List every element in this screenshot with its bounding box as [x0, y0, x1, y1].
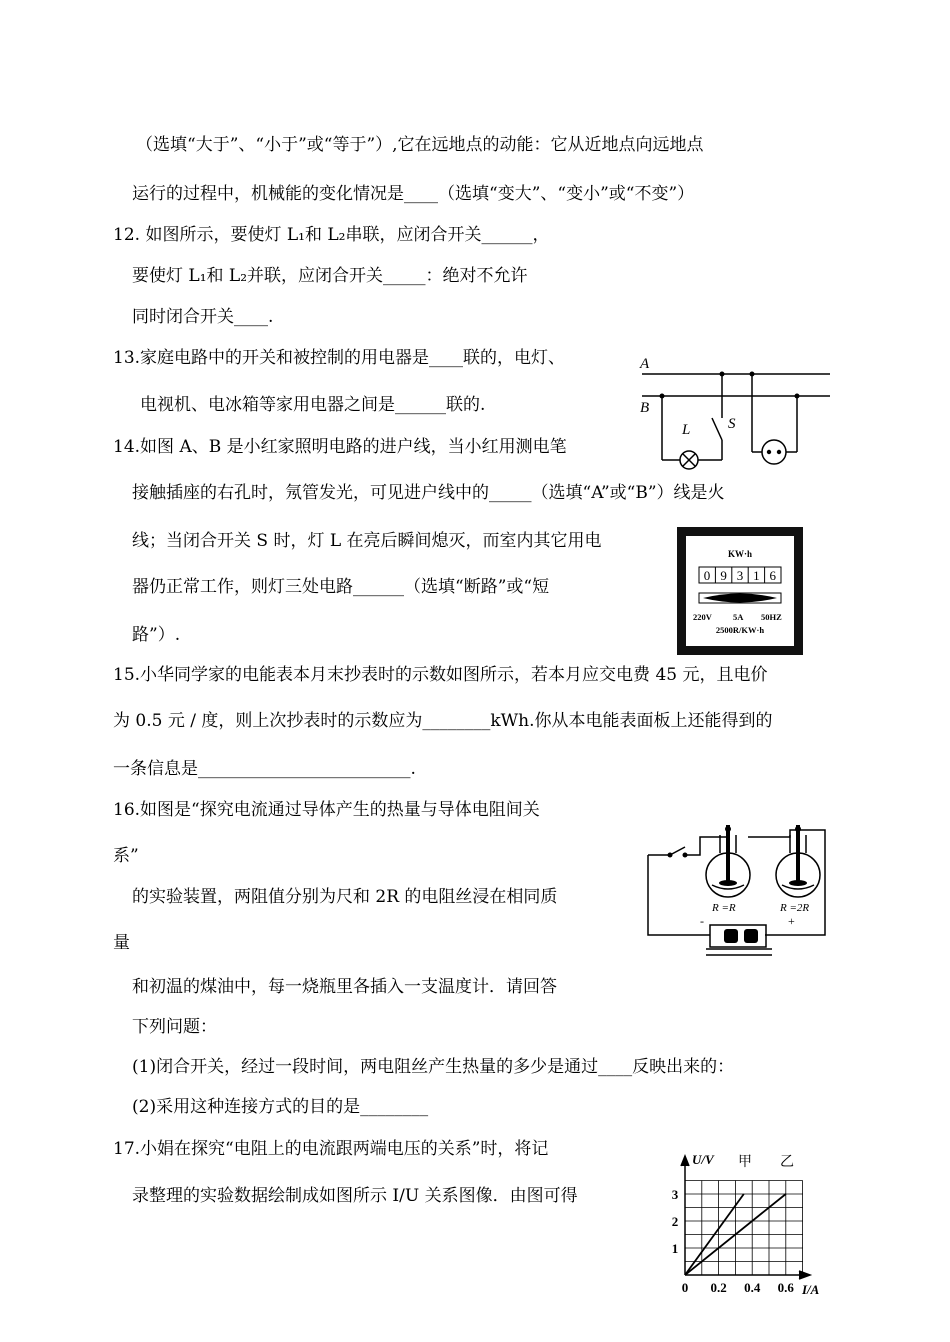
- question-16-line-3: 的实验装置，两阻值分别为尺和 2R 的电阻丝浸在相同质: [132, 887, 558, 907]
- y-tick-label: 2: [671, 1214, 679, 1229]
- question-16-line-6: 下列问题：: [132, 1017, 217, 1037]
- meter-voltage: 220V: [693, 612, 712, 622]
- question-16-line-1: 16.如图是“探究电流通过导体产生的热量与导体电阻间关: [113, 800, 540, 820]
- y-tick-label: 1: [671, 1241, 679, 1256]
- question-15-line-3: 一条信息是_________________________.: [113, 759, 416, 779]
- question-13-line-2: 电视机、电冰箱等家用电器之间是______联的.: [140, 395, 486, 415]
- question-12-line-1: 12. 如图所示，要使灯 L₁和 L₂串联，应闭合开关______，: [113, 225, 550, 245]
- question-14-line-4: 器仍正常工作，则灯三处电路______（选填“断路”或“短: [132, 577, 550, 597]
- series-yi-label: 乙: [780, 1155, 794, 1170]
- left-flask-label: R =R: [712, 902, 736, 914]
- text-line-1: （选填“大于”、“小于”或“等于”）,它在远地点的动能：它从近地点向远地点: [136, 135, 704, 155]
- meter-digit: 3: [736, 568, 744, 583]
- question-14-line-5: 路”）.: [132, 625, 181, 645]
- x-tick-label: 0.6: [777, 1280, 794, 1295]
- question-14-line-1: 14.如图 A、B 是小红家照明电路的进户线，当小红用测电笔: [113, 437, 567, 457]
- y-axis-arrow: [681, 1156, 689, 1166]
- question-14-line-2: 接触插座的右孔时，氖管发光，可见进户线中的_____（选填“A”或“B”）线是火: [132, 483, 725, 503]
- question-12-line-3: 同时闭合开关____.: [132, 307, 274, 327]
- meter-current: 5A: [733, 612, 744, 622]
- question-17-line-2: 录整理的实验数据绘制成如图所示 I/U 关系图像．由图可得: [132, 1186, 578, 1206]
- lamp-label: L: [682, 422, 691, 438]
- meter-digit: 9: [720, 568, 727, 583]
- x-tick-label: 0.4: [744, 1280, 761, 1295]
- switch-label: S: [728, 416, 736, 432]
- question-17-line-1: 17.小娟在探究“电阻上的电流跟两端电压的关系”时，将记: [113, 1139, 549, 1159]
- question-12-line-2: 要使灯 L₁和 L₂并联，应闭合开关_____：绝对不允许: [132, 266, 528, 286]
- electric-meter: [677, 527, 803, 655]
- x-axis-arrow: [799, 1271, 810, 1279]
- x-tick-label: 0.2: [710, 1280, 727, 1295]
- meter-frequency: 50HZ: [761, 612, 782, 622]
- question-16-line-2: 系”: [113, 846, 139, 866]
- heating-apparatus: [640, 825, 835, 963]
- text-line-2: 运行的过程中，机械能的变化情况是____（选填“变大”、“变小”或“不变”）: [132, 184, 695, 204]
- battery-minus-label: -: [700, 914, 704, 928]
- meter-unit: KW·h: [727, 549, 753, 559]
- question-16-line-5: 和初温的煤油中，每一烧瓶里各插入一支温度计．请回答: [132, 977, 557, 997]
- question-16-line-4: 量: [113, 933, 130, 953]
- u-i-graph: [670, 1150, 830, 1300]
- meter-digit: 0: [703, 568, 711, 583]
- x-tick-label: 0: [681, 1280, 689, 1295]
- right-flask-label: R =2R: [780, 902, 810, 914]
- question-15-line-1: 15.小华同学家的电能表本月末抄表时的示数如图所示，若本月应交电费 45 元，且电价: [113, 665, 768, 685]
- meter-constant: 2500R/KW·h: [715, 625, 765, 635]
- question-15-line-2: 为 0.5 元 / 度，则上次抄表时的示数应为________kWh.你从本电能表面板上还能得到的: [113, 711, 773, 731]
- y-tick-label: 3: [671, 1187, 679, 1202]
- question-13-line-1: 13.家庭电路中的开关和被控制的用电器是____联的，电灯、: [113, 348, 566, 368]
- meter-digit: 6: [769, 568, 777, 583]
- circuit-diagram: [630, 352, 835, 477]
- series-jia-label: 甲: [738, 1155, 752, 1170]
- question-14-line-3: 线；当闭合开关 S 时，灯 L 在亮后瞬间熄灭，而室内其它用电: [132, 531, 602, 551]
- x-axis-label: I/A: [802, 1282, 820, 1297]
- line-a-label: A: [640, 356, 650, 372]
- battery-plus-label: +: [788, 914, 795, 928]
- question-16-sub-1: (1)闭合开关，经过一段时间，两电阻丝产生热量的多少是通过____反映出来的：: [132, 1057, 735, 1077]
- line-b-label: B: [640, 400, 650, 416]
- meter-digit: 1: [753, 568, 760, 583]
- y-axis-label: U/V: [692, 1152, 714, 1167]
- question-16-sub-2: (2)采用这种连接方式的目的是________: [132, 1097, 429, 1117]
